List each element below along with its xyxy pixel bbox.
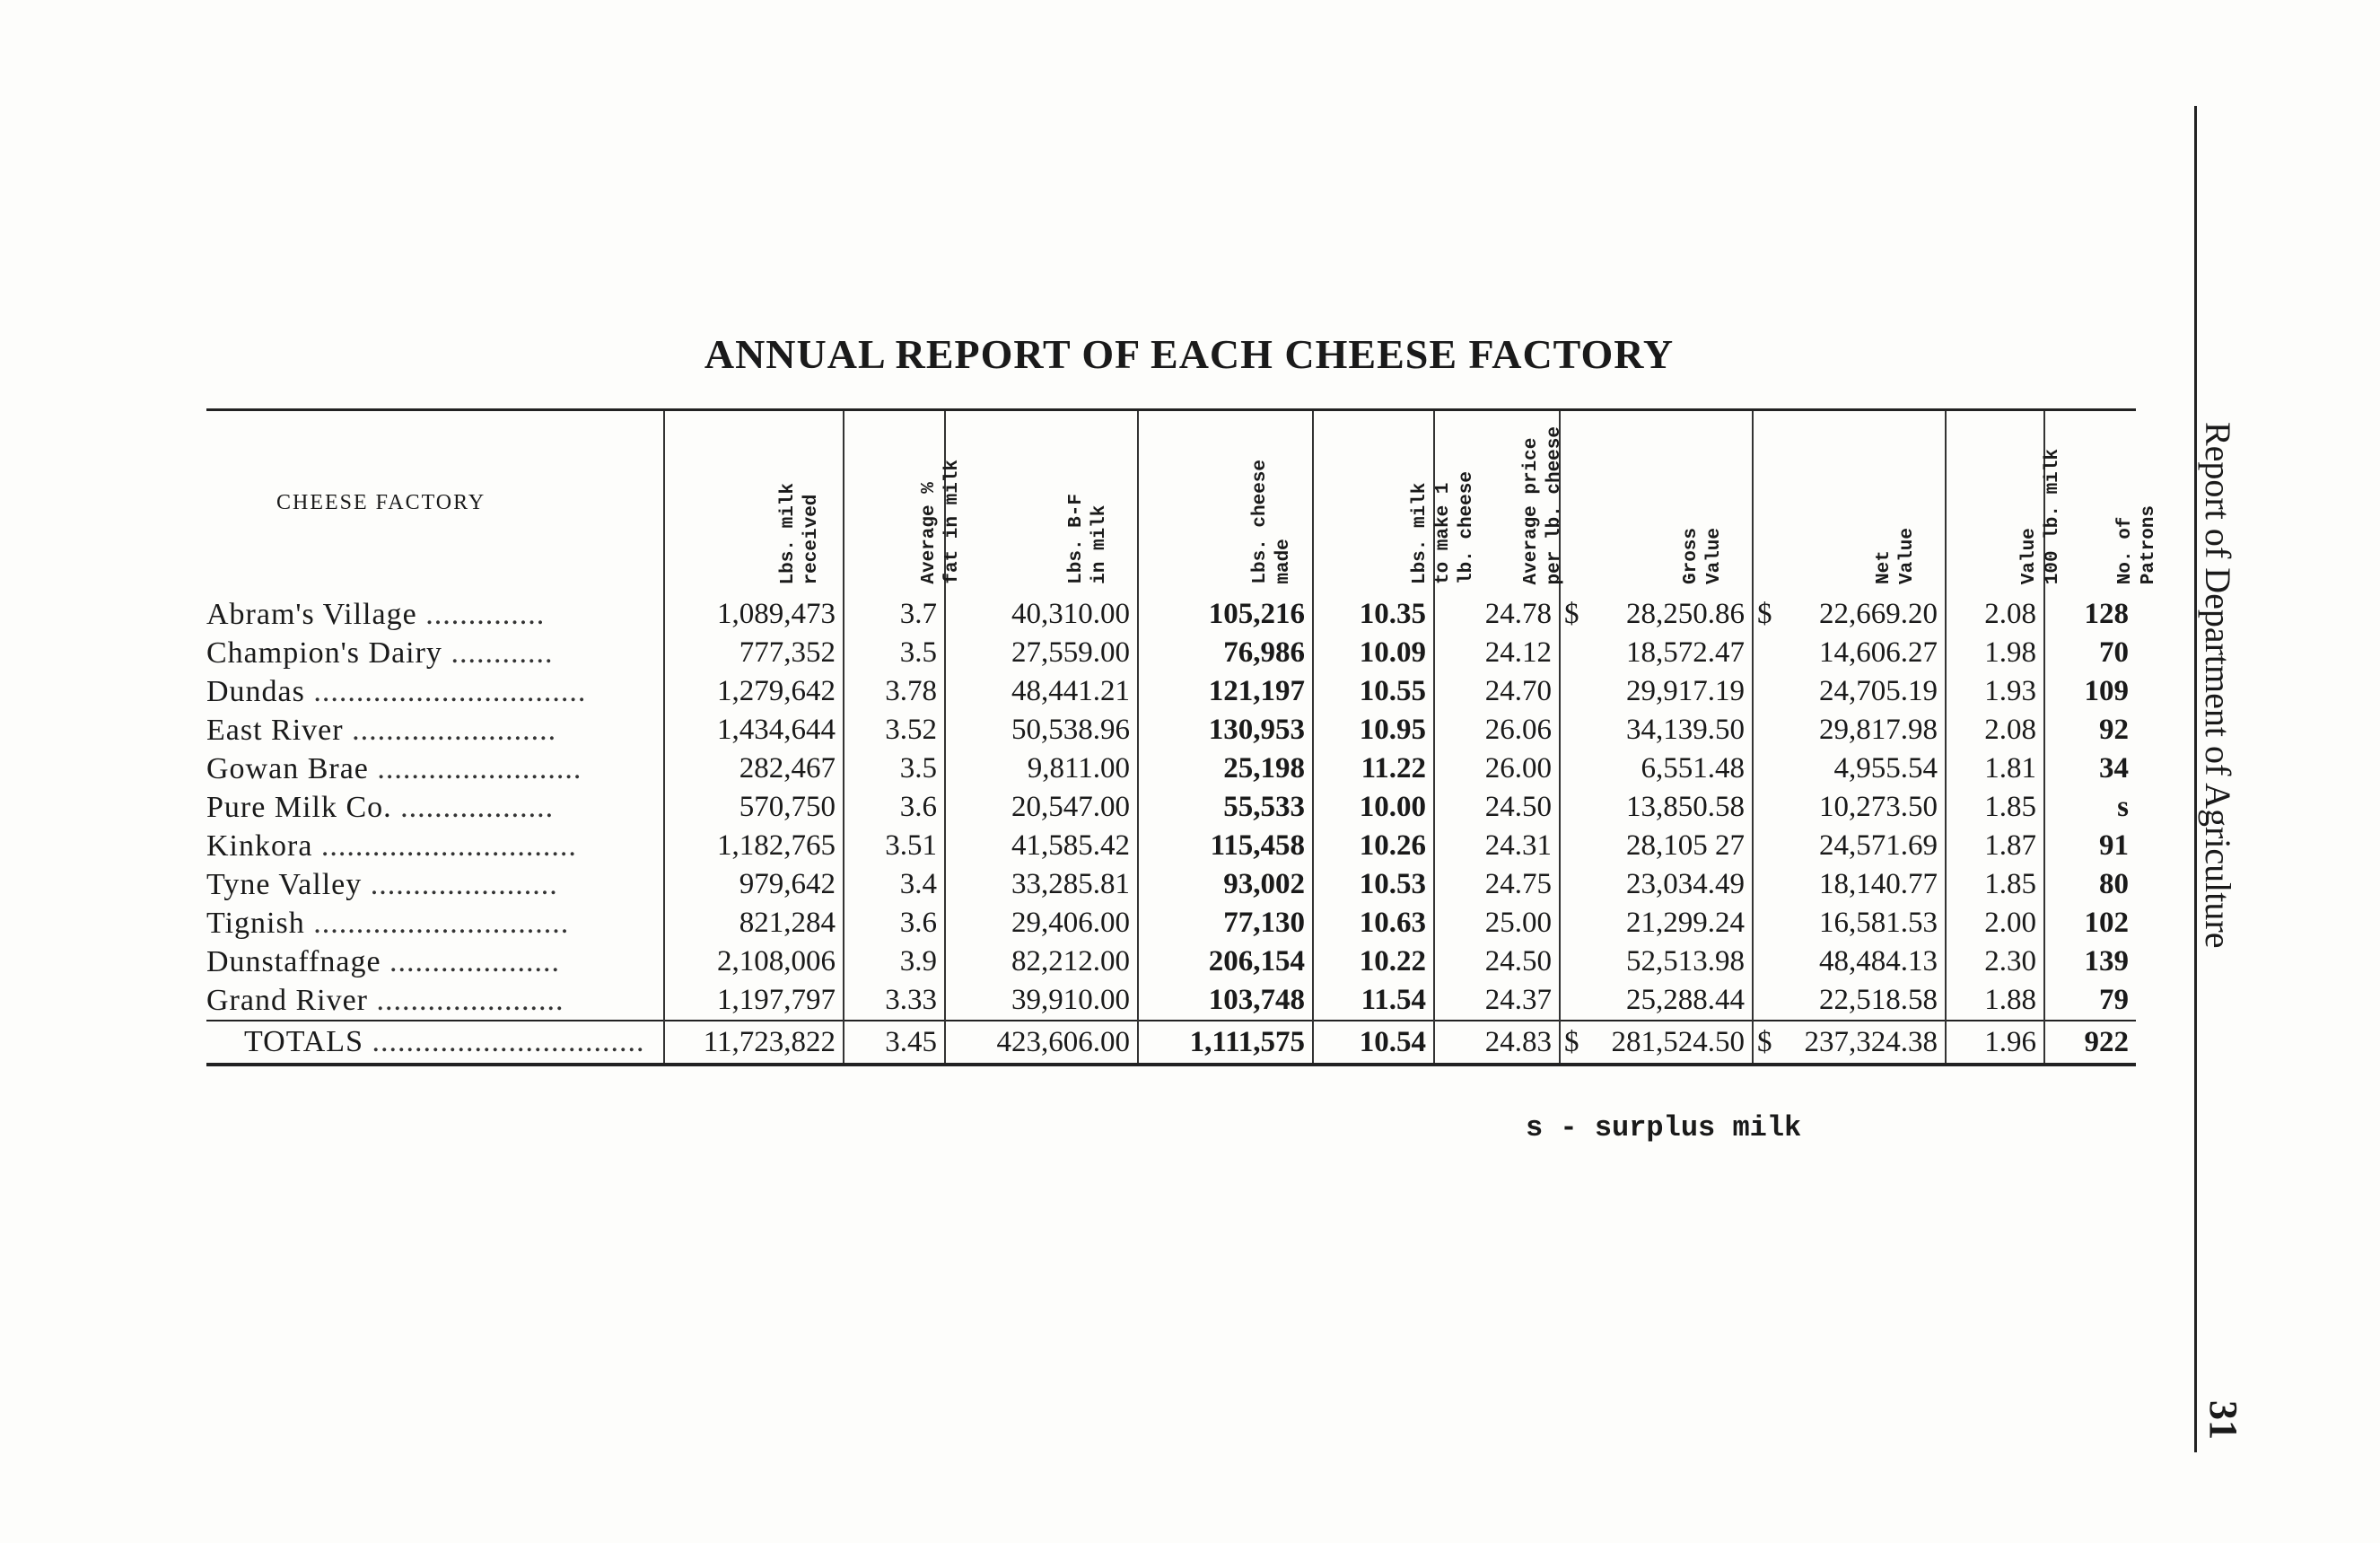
column-header: Value 100 lb. milk [1946, 411, 2044, 595]
cell-cheese: 77,130 [1138, 904, 1313, 942]
table-row [206, 865, 2136, 904]
factory-name: East River ........................ [206, 713, 557, 747]
cell-price: 26.00 [1434, 750, 1560, 788]
cell-fat: 3.6 [844, 904, 945, 942]
table-row [206, 634, 2136, 672]
cell-patrons: 92 [2044, 711, 2136, 750]
cell-bf: 423,606.00 [945, 1021, 1138, 1065]
cell-price: 25.00 [1434, 904, 1560, 942]
cell-net: 18,140.77 [1753, 865, 1946, 904]
cell-milk: 1,089,473 [664, 595, 844, 634]
factory-name: Tignish .............................. [206, 906, 570, 940]
cell-fat: 3.6 [844, 788, 945, 827]
table-row [206, 750, 2136, 788]
cell-ratio: 10.09 [1313, 634, 1434, 672]
cell-price: 24.50 [1434, 942, 1560, 981]
cell-net: $ 237,324.38 [1753, 1021, 1946, 1065]
cell-net: 4,955.54 [1753, 750, 1946, 788]
column-header: Gross Value [1560, 411, 1753, 595]
cell-milk: 1,434,644 [664, 711, 844, 750]
cell-value100: 2.08 [1946, 711, 2044, 750]
cell-patrons: 79 [2044, 981, 2136, 1021]
cell-bf: 33,285.81 [945, 865, 1138, 904]
table-row [206, 827, 2136, 865]
cell-fat: 3.51 [844, 827, 945, 865]
cell-price: 24.50 [1434, 788, 1560, 827]
cell-cheese: 103,748 [1138, 981, 1313, 1021]
cell-value100: 1.88 [1946, 981, 2044, 1021]
cell-gross: 6,551.48 [1560, 750, 1753, 788]
cell-milk: 11,723,822 [664, 1021, 844, 1065]
table-row [206, 788, 2136, 827]
cell-price: 26.06 [1434, 711, 1560, 750]
cell-net: 16,581.53 [1753, 904, 1946, 942]
cell-value100: 1.93 [1946, 672, 2044, 711]
cell-cheese: 1,111,575 [1138, 1021, 1313, 1065]
cell-milk: 979,642 [664, 865, 844, 904]
table-row [206, 904, 2136, 942]
currency-symbol: $ [1564, 1025, 1579, 1058]
cell-patrons: 109 [2044, 672, 2136, 711]
cell-bf: 27,559.00 [945, 634, 1138, 672]
table-row [206, 595, 2136, 634]
cell-fat: 3.4 [844, 865, 945, 904]
cell-net: 29,817.98 [1753, 711, 1946, 750]
cell-bf: 40,310.00 [945, 595, 1138, 634]
cell-fat: 3.5 [844, 634, 945, 672]
cell-ratio: 10.54 [1313, 1021, 1434, 1065]
cell-value100: 1.96 [1946, 1021, 2044, 1065]
cell-cheese: 121,197 [1138, 672, 1313, 711]
column-header: CHEESE FACTORY [276, 491, 486, 514]
cell-net: 10,273.50 [1753, 788, 1946, 827]
cell-value100: 1.85 [1946, 865, 2044, 904]
cell-cheese: 76,986 [1138, 634, 1313, 672]
cell-cheese: 25,198 [1138, 750, 1313, 788]
column-header: Lbs. cheese made [1138, 411, 1313, 595]
cell-patrons: 91 [2044, 827, 2136, 865]
cell-net: 24,571.69 [1753, 827, 1946, 865]
cell-price: 24.83 [1434, 1021, 1560, 1065]
cell-value100: 2.00 [1946, 904, 2044, 942]
cell-milk: 282,467 [664, 750, 844, 788]
cell-fat: 3.9 [844, 942, 945, 981]
column-header: No. of Patrons [2044, 411, 2136, 595]
cell-bf: 39,910.00 [945, 981, 1138, 1021]
cell-cheese: 93,002 [1138, 865, 1313, 904]
cell-ratio: 10.00 [1313, 788, 1434, 827]
table-row [206, 711, 2136, 750]
column-header: Lbs. milk to make 1 lb. cheese [1313, 411, 1434, 595]
cell-ratio: 10.95 [1313, 711, 1434, 750]
cell-cheese: 206,154 [1138, 942, 1313, 981]
table-header-row [206, 411, 2136, 595]
cell-fat: 3.5 [844, 750, 945, 788]
cell-ratio: 11.22 [1313, 750, 1434, 788]
cell-fat: 3.33 [844, 981, 945, 1021]
cell-price: 24.78 [1434, 595, 1560, 634]
cell-fat: 3.7 [844, 595, 945, 634]
cell-patrons: 70 [2044, 634, 2136, 672]
column-header: Lbs. B-F in milk [945, 411, 1138, 595]
cell-ratio: 10.55 [1313, 672, 1434, 711]
cell-gross: 29,917.19 [1560, 672, 1753, 711]
factory-name: Dunstaffnage .................... [206, 944, 561, 978]
cell-patrons: 139 [2044, 942, 2136, 981]
cell-gross: 25,288.44 [1560, 981, 1753, 1021]
cell-cheese: 55,533 [1138, 788, 1313, 827]
cell-ratio: 10.63 [1313, 904, 1434, 942]
factory-name: Gowan Brae ........................ [206, 751, 582, 785]
cell-bf: 20,547.00 [945, 788, 1138, 827]
cell-value100: 1.81 [1946, 750, 2044, 788]
cell-net: 24,705.19 [1753, 672, 1946, 711]
cell-value100: 2.08 [1946, 595, 2044, 634]
cell-ratio: 11.54 [1313, 981, 1434, 1021]
cell-milk: 570,750 [664, 788, 844, 827]
cell-value100: 1.87 [1946, 827, 2044, 865]
page-title: ANNUAL REPORT OF EACH CHEESE FACTORY [704, 331, 1675, 377]
cell-bf: 29,406.00 [945, 904, 1138, 942]
column-header: Lbs. milk received [664, 411, 844, 595]
cell-milk: 777,352 [664, 634, 844, 672]
footnote: s - surplus milk [1526, 1111, 1802, 1144]
cell-ratio: 10.22 [1313, 942, 1434, 981]
cell-value100: 2.30 [1946, 942, 2044, 981]
table-row [206, 672, 2136, 711]
table-row [206, 942, 2136, 981]
cell-ratio: 10.26 [1313, 827, 1434, 865]
factory-name: Kinkora .............................. [206, 828, 577, 863]
cheese-factory-table [206, 408, 2159, 1066]
currency-symbol: $ [1564, 598, 1579, 630]
cell-milk: 1,279,642 [664, 672, 844, 711]
cell-ratio: 10.35 [1313, 595, 1434, 634]
cell-net: $ 22,669.20 [1753, 595, 1946, 634]
running-head: Report of Department of Agriculture [2198, 422, 2238, 949]
cell-bf: 50,538.96 [945, 711, 1138, 750]
column-header: Average % fat in milk [844, 411, 945, 595]
table-row [206, 981, 2136, 1021]
cell-net: 48,484.13 [1753, 942, 1946, 981]
cell-value100: 1.85 [1946, 788, 2044, 827]
cell-bf: 82,212.00 [945, 942, 1138, 981]
factory-name: Grand River ...................... [206, 983, 564, 1017]
cell-gross: 18,572.47 [1560, 634, 1753, 672]
cell-gross: 28,105 27 [1560, 827, 1753, 865]
cell-patrons: 128 [2044, 595, 2136, 634]
column-header: Average price per lb. cheese [1434, 411, 1560, 595]
cell-patrons: 922 [2044, 1021, 2136, 1065]
cell-price: 24.75 [1434, 865, 1560, 904]
factory-name: TOTALS ................................ [206, 1021, 664, 1065]
cell-milk: 1,182,765 [664, 827, 844, 865]
cell-ratio: 10.53 [1313, 865, 1434, 904]
cell-cheese: 105,216 [1138, 595, 1313, 634]
cell-cheese: 115,458 [1138, 827, 1313, 865]
cell-value100: 1.98 [1946, 634, 2044, 672]
cell-price: 24.37 [1434, 981, 1560, 1021]
cell-patrons: 34 [2044, 750, 2136, 788]
cell-gross: 13,850.58 [1560, 788, 1753, 827]
factory-name: Champion's Dairy ............ [206, 636, 554, 670]
page-number: 31 [2201, 1400, 2245, 1440]
cell-fat: 3.52 [844, 711, 945, 750]
cell-bf: 9,811.00 [945, 750, 1138, 788]
currency-symbol: $ [1757, 1025, 1772, 1058]
cell-cheese: 130,953 [1138, 711, 1313, 750]
factory-name: Abram's Village .............. [206, 597, 546, 631]
cell-patrons: 80 [2044, 865, 2136, 904]
factory-name: Pure Milk Co. .................. [206, 790, 555, 824]
cell-price: 24.70 [1434, 672, 1560, 711]
cell-net: 22,518.58 [1753, 981, 1946, 1021]
totals-row [206, 1021, 2136, 1065]
cell-fat: 3.45 [844, 1021, 945, 1065]
cell-gross: 34,139.50 [1560, 711, 1753, 750]
currency-symbol: $ [1757, 598, 1772, 630]
cell-price: 24.31 [1434, 827, 1560, 865]
cell-bf: 48,441.21 [945, 672, 1138, 711]
cell-milk: 821,284 [664, 904, 844, 942]
cell-gross: 23,034.49 [1560, 865, 1753, 904]
cell-milk: 1,197,797 [664, 981, 844, 1021]
cell-price: 24.12 [1434, 634, 1560, 672]
cell-gross: $ 28,250.86 [1560, 595, 1753, 634]
factory-name: Tyne Valley ...................... [206, 867, 558, 901]
factory-name: Dundas ................................ [206, 674, 587, 708]
cell-patrons: s [2044, 788, 2136, 827]
cell-gross: 21,299.24 [1560, 904, 1753, 942]
column-header: Net Value [1753, 411, 1946, 595]
cell-patrons: 102 [2044, 904, 2136, 942]
cell-bf: 41,585.42 [945, 827, 1138, 865]
cell-milk: 2,108,006 [664, 942, 844, 981]
cell-net: 14,606.27 [1753, 634, 1946, 672]
cell-gross: 52,513.98 [1560, 942, 1753, 981]
cell-gross: $ 281,524.50 [1560, 1021, 1753, 1065]
cell-fat: 3.78 [844, 672, 945, 711]
